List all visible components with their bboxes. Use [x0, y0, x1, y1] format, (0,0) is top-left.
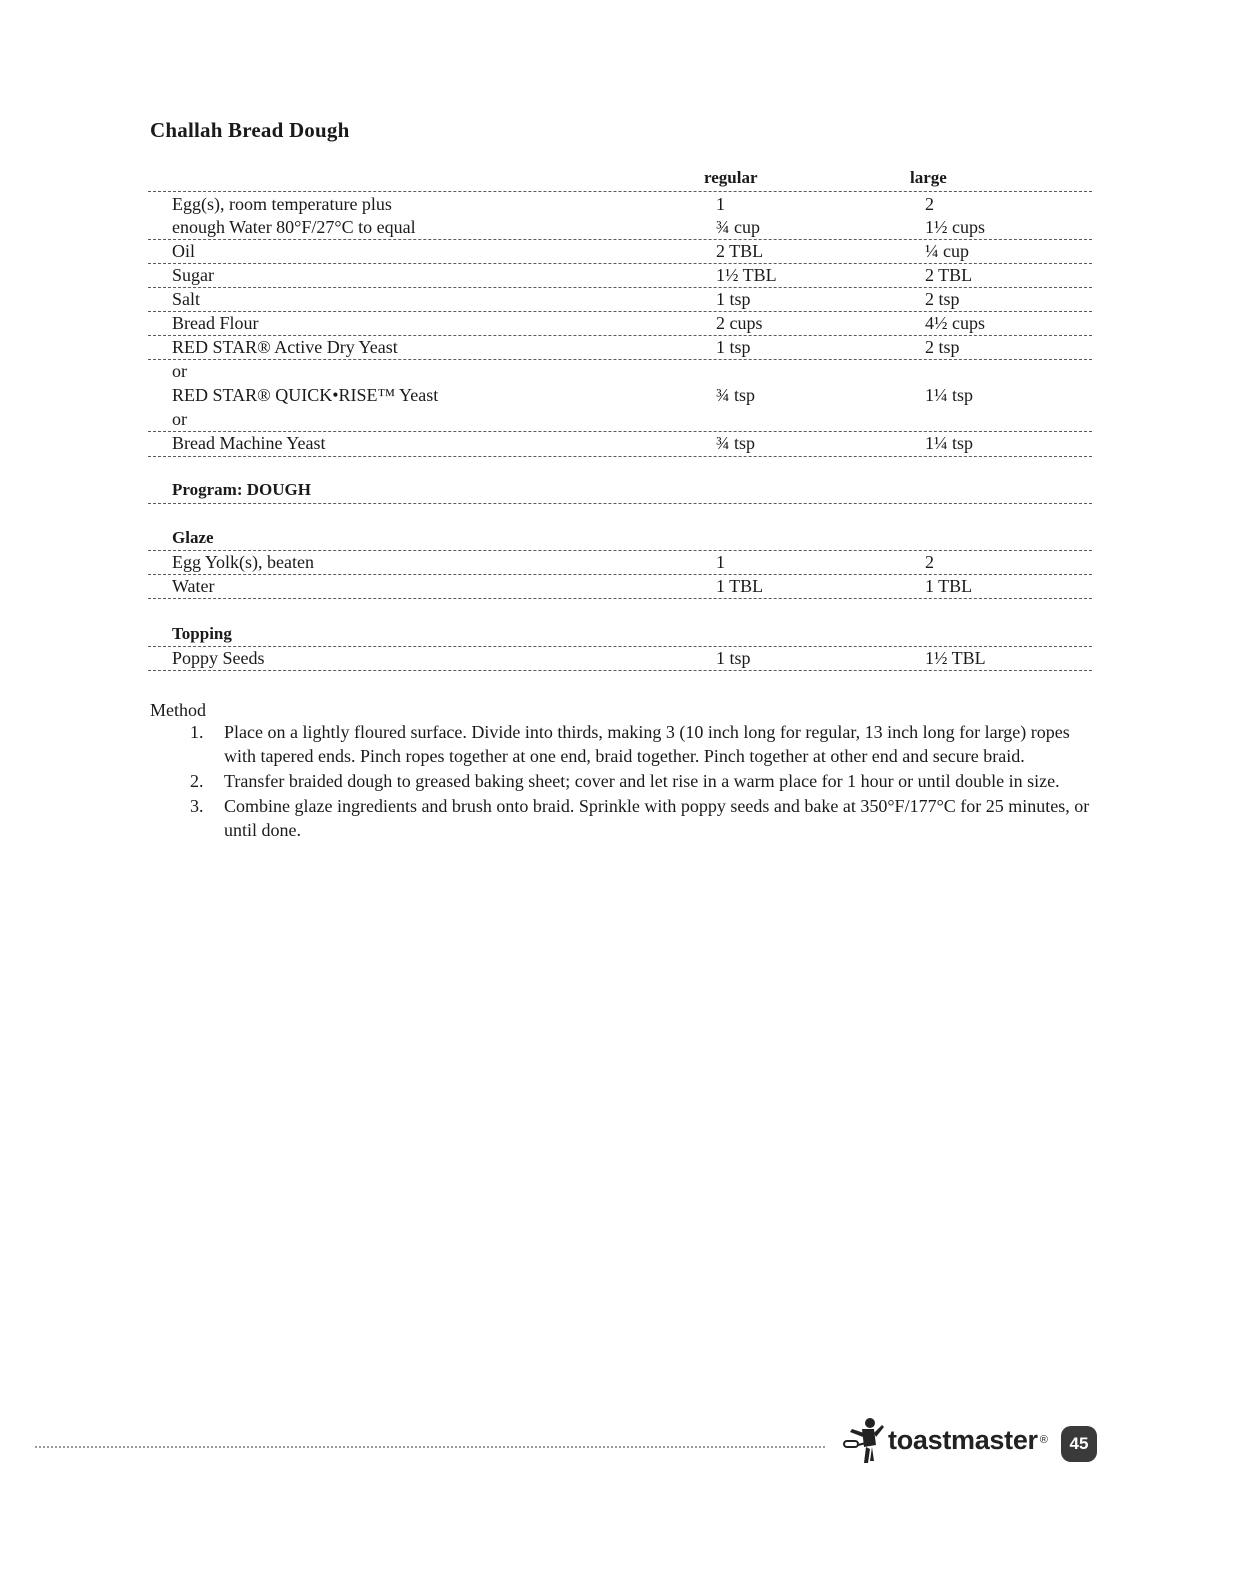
- ingredient-name: or: [172, 361, 187, 381]
- glaze-name: Egg Yolk(s), beaten: [172, 552, 314, 572]
- column-header-regular: regular: [704, 168, 758, 187]
- program-label: Program: DOUGH: [172, 480, 311, 499]
- ingredient-name: Bread Flour: [172, 313, 259, 333]
- ingredient-name: Egg(s), room temperature plus: [172, 194, 392, 214]
- step-number: 2.: [190, 771, 204, 791]
- ingredient-regular: ¾ cup: [716, 217, 760, 237]
- glaze-name: Water: [172, 576, 215, 596]
- ingredient-large: ¼ cup: [925, 241, 969, 261]
- method-step: [150, 769, 1095, 793]
- topping-regular: 1 tsp: [716, 648, 751, 668]
- ingredient-name: enough Water 80°F/27°C to equal: [172, 217, 416, 237]
- ingredient-large: 2 tsp: [925, 337, 960, 357]
- method-steps: [150, 720, 1095, 843]
- step-text: Combine glaze ingredients and brush onto braid. Sprinkle with poppy seeds and bake at 350°F/177°C for 25 minutes, or until done.: [224, 796, 1090, 840]
- ingredient-regular: ¾ tsp: [716, 385, 756, 405]
- ingredient-large: 2 tsp: [925, 289, 960, 309]
- ingredient-name: Salt: [172, 289, 201, 309]
- ingredient-large: 1½ cups: [925, 217, 985, 237]
- glaze-heading: Glaze: [172, 528, 214, 547]
- topping-name: Poppy Seeds: [172, 648, 265, 668]
- brand-registered-mark: ®: [1039, 1434, 1048, 1446]
- ingredient-name: Sugar: [172, 265, 214, 285]
- ingredient-regular: 1 tsp: [716, 337, 751, 357]
- step-number: 3.: [190, 796, 204, 816]
- ingredient-name: Oil: [172, 241, 196, 261]
- ingredient-regular: 1 tsp: [716, 289, 751, 309]
- method-step: [150, 794, 1095, 842]
- ingredient-regular: 2 cups: [716, 313, 763, 333]
- ingredient-large: 2: [925, 194, 934, 214]
- column-header-large: large: [910, 168, 947, 187]
- topping-large: 1½ TBL: [925, 648, 986, 668]
- table-rule: [148, 359, 1092, 360]
- brand-name: toastmaster: [888, 1424, 1038, 1455]
- ingredient-regular: 1: [716, 194, 725, 214]
- ingredient-large: 1¼ tsp: [925, 385, 974, 405]
- ingredient-name: Bread Machine Yeast: [172, 433, 326, 453]
- page-title: Challah Bread Dough: [150, 118, 350, 142]
- ingredient-regular: ¾ tsp: [716, 433, 756, 453]
- ingredient-large: 2 TBL: [925, 265, 973, 285]
- page-number: 45: [1061, 1426, 1097, 1462]
- table-rule: [148, 456, 1092, 457]
- step-number: 1.: [190, 722, 204, 742]
- ingredient-name: or: [172, 409, 187, 429]
- ingredient-name: RED STAR® Active Dry Yeast: [172, 337, 398, 357]
- method-step: [150, 720, 1095, 768]
- table-rule: [148, 670, 1092, 671]
- topping-heading: Topping: [172, 624, 232, 643]
- method-label: Method: [150, 700, 206, 720]
- ingredient-large: 4½ cups: [925, 313, 985, 333]
- glaze-large: 2: [925, 552, 934, 572]
- section-rule: [148, 503, 1092, 504]
- glaze-large: 1 TBL: [925, 576, 973, 596]
- brand-logo: [840, 1415, 1048, 1465]
- chef-figure-icon: [840, 1415, 886, 1465]
- footer-divider: [35, 1446, 825, 1448]
- table-rule: [148, 191, 1092, 192]
- glaze-regular: 1 TBL: [716, 576, 764, 596]
- ingredient-regular: 2 TBL: [716, 241, 764, 261]
- ingredient-large: 1¼ tsp: [925, 433, 974, 453]
- ingredient-name: RED STAR® QUICK•RISE™ Yeast: [172, 385, 439, 405]
- step-text: Transfer braided dough to greased baking sheet; cover and let rise in a warm place for 1 hour or until double in size.: [224, 771, 1060, 791]
- step-text: Place on a lightly floured surface. Divide into thirds, making 3 (10 inch long for regular, 13 inch long for large) ropes with tapered ends. Pinch ropes together at one end, braid together. Pinch together at other end and secure braid.: [224, 722, 1070, 766]
- glaze-regular: 1: [716, 552, 725, 572]
- ingredient-regular: 1½ TBL: [716, 265, 777, 285]
- table-rule: [148, 598, 1092, 599]
